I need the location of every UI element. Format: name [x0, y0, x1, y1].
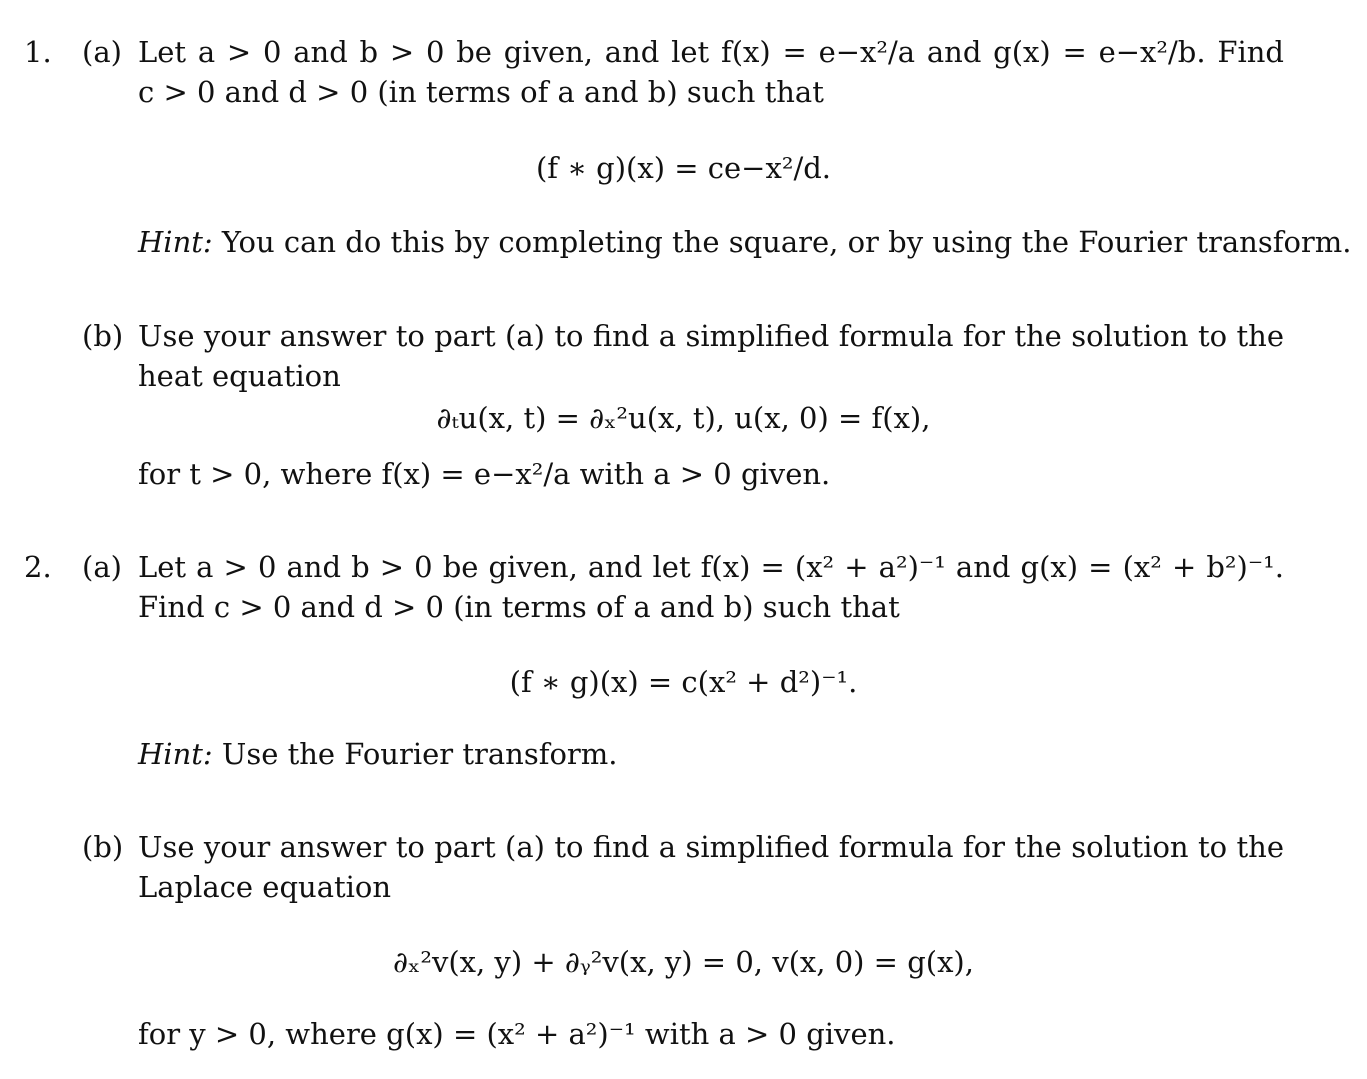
problem-1-number: 1.	[24, 35, 52, 69]
problem-1a-label: (a)	[82, 35, 122, 69]
problem-2a-line-2: Find c > 0 and d > 0 (in terms of a and b) such that	[138, 590, 900, 624]
problem-1a-hint	[138, 222, 1352, 262]
problem-1a-equation: (f ∗ g)(x) = ce−x²/d.	[535, 151, 832, 185]
problem-2a-line-1: Let a > 0 and b > 0 be given, and let f(x) = (x² + a²)⁻¹ and g(x) = (x² + b²)⁻¹.	[138, 550, 1284, 584]
problem-2-number: 2.	[24, 550, 52, 584]
problem-2a-hint-label: Hint:	[138, 737, 213, 771]
problem-1b-line-1-wrap	[138, 316, 1284, 356]
problem-1b-equation: ∂ₜu(x, t) = ∂ₓ²u(x, t), u(x, 0) = f(x),	[436, 401, 931, 435]
problem-2a-line-1-wrap	[138, 547, 1284, 587]
problem-2a-hint	[138, 734, 618, 774]
problem-2b-line-1: Use your answer to part (a) to find a simplified formula for the solution to the	[138, 830, 1284, 864]
problem-1a-line-2: c > 0 and d > 0 (in terms of a and b) such that	[138, 75, 824, 109]
problem-1a-hint-label: Hint:	[138, 225, 213, 259]
problem-2b-line-3: for y > 0, where g(x) = (x² + a²)⁻¹ with a > 0 given.	[138, 1017, 896, 1051]
problem-1b-label: (b)	[82, 319, 124, 353]
problem-2a-label: (a)	[82, 550, 122, 584]
problem-2b-line-2: Laplace equation	[138, 870, 392, 904]
problem-1b-line-2: heat equation	[138, 359, 341, 393]
problem-1a-line-1-wrap	[138, 32, 1284, 72]
problem-2b-line-1-wrap	[138, 827, 1284, 867]
problem-1a-line-1: Let a > 0 and b > 0 be given, and let f(x) = e−x²/a and g(x) = e−x²/b. Find	[138, 35, 1284, 69]
problem-1b-line-3: for t > 0, where f(x) = e−x²/a with a > 0 given.	[138, 457, 831, 491]
problem-1b-line-1: Use your answer to part (a) to find a simplified formula for the solution to the	[138, 319, 1284, 353]
problem-2a-hint-text: Use the Fourier transform.	[212, 737, 618, 771]
problem-2a-equation: (f ∗ g)(x) = c(x² + d²)⁻¹.	[509, 665, 858, 699]
problem-1a-hint-text: You can do this by completing the square, or by using the Fourier transform.	[212, 225, 1352, 259]
problem-2b-label: (b)	[82, 830, 124, 864]
problem-2b-equation: ∂ₓ²v(x, y) + ∂ᵧ²v(x, y) = 0, v(x, 0) = g(x),	[393, 945, 974, 979]
